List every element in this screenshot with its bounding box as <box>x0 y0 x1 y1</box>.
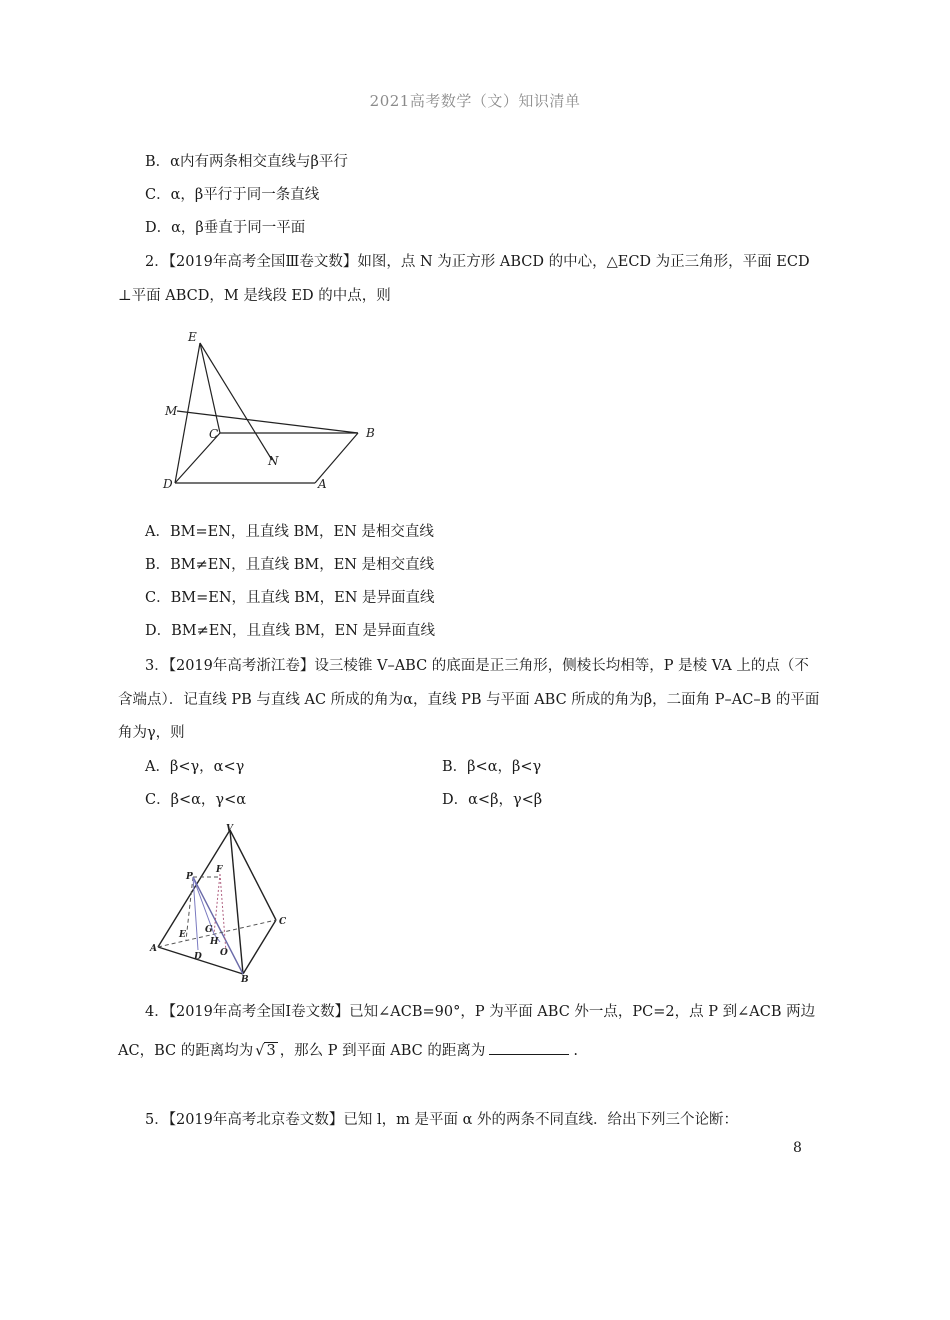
q2-stem-line2: ⊥平面 ABCD，M 是线段 ED 的中点，则 <box>118 288 391 304</box>
label-D: D <box>163 477 173 491</box>
label-G: G <box>205 925 213 935</box>
q1-option-c: C．α，β平行于同一条直线 <box>145 187 320 203</box>
q4-stem-line1: 4．【2019年高考全国Ⅰ卷文数】已知∠ACB=90°，P 为平面 ABC 外一点，PC=2，点 P 到∠ACB 两边 <box>145 1004 816 1020</box>
label-C: C <box>209 427 219 441</box>
label-V: V <box>226 824 233 834</box>
edge-MB <box>177 411 358 433</box>
q4-line2-pre: AC，BC 的距离均为 <box>118 1043 254 1059</box>
q2-stem-line1: 2．【2019年高考全国Ⅲ卷文数】如图，点 N 为正方形 ABCD 的中心，△ECD 为正三角形，平面 ECD <box>145 254 810 270</box>
label-F: F <box>216 865 223 875</box>
edge-EC <box>200 343 220 433</box>
q3-option-b: B．β<α，β<γ <box>442 759 542 775</box>
q3-option-a: A．β<γ，α<γ <box>145 759 245 775</box>
q1-option-b: B．α内有两条相交直线与β平行 <box>145 154 348 170</box>
q2-option-d: D．BM≠EN，且直线 BM，EN 是异面直线 <box>145 623 436 639</box>
q3-stem-line2: 含端点）．记直线 PB 与直线 AC 所成的角为α，直线 PB 与平面 ABC 所成的角为β，二面角 P–AC–B 的平面 <box>118 692 820 708</box>
edge-AB <box>315 433 358 483</box>
q3-option-d: D．α<β，γ<β <box>442 792 543 808</box>
label-D: D <box>194 952 202 962</box>
q2-option-c: C．BM=EN，且直线 BM，EN 是异面直线 <box>145 590 435 606</box>
label-E: E <box>179 930 186 940</box>
q3-stem-line3: 角为γ，则 <box>118 725 185 741</box>
q4-stem-line2 <box>118 1040 578 1061</box>
label-N: N <box>268 454 279 468</box>
edge-PE <box>186 877 193 940</box>
label-B: B <box>241 975 249 982</box>
label-C: C <box>279 917 287 927</box>
q3-figure <box>148 822 298 982</box>
edge-BC <box>243 920 276 974</box>
q4-line2-end: . <box>573 1043 578 1059</box>
label-H: H <box>210 937 219 947</box>
q1-option-d: D．α，β垂直于同一平面 <box>145 220 306 236</box>
page-number: 8 <box>793 1140 802 1156</box>
page-header: 2021高考数学（文）知识清单 <box>369 92 581 110</box>
answer-blank[interactable] <box>489 1040 569 1055</box>
q2-option-a: A．BM=EN，且直线 BM，EN 是相交直线 <box>145 524 434 540</box>
label-A: A <box>150 944 157 954</box>
q5-stem-line1: 5．【2019年高考北京卷文数】已知 l，m 是平面 α 外的两条不同直线．给出下列三个论断： <box>145 1112 738 1128</box>
q3-stem-line1: 3．【2019年高考浙江卷】设三棱锥 V–ABC 的底面是正三角形，侧棱长均相等，P 是棱 VA 上的点（不 <box>145 658 809 674</box>
sqrt-three: √ 3 <box>255 1043 276 1059</box>
label-A: A <box>318 477 327 491</box>
label-P: P <box>186 872 193 882</box>
label-O: O <box>220 948 228 958</box>
label-B: B <box>366 426 375 440</box>
q2-option-b: B．BM≠EN，且直线 BM，EN 是相交直线 <box>145 557 435 573</box>
label-E: E <box>188 330 197 344</box>
q3-option-c: C．β<α，γ<α <box>145 792 247 808</box>
label-M: M <box>165 404 178 418</box>
q4-line2-post: ，那么 P 到平面 ABC 的距离为 <box>279 1043 486 1059</box>
q2-figure <box>155 325 395 500</box>
